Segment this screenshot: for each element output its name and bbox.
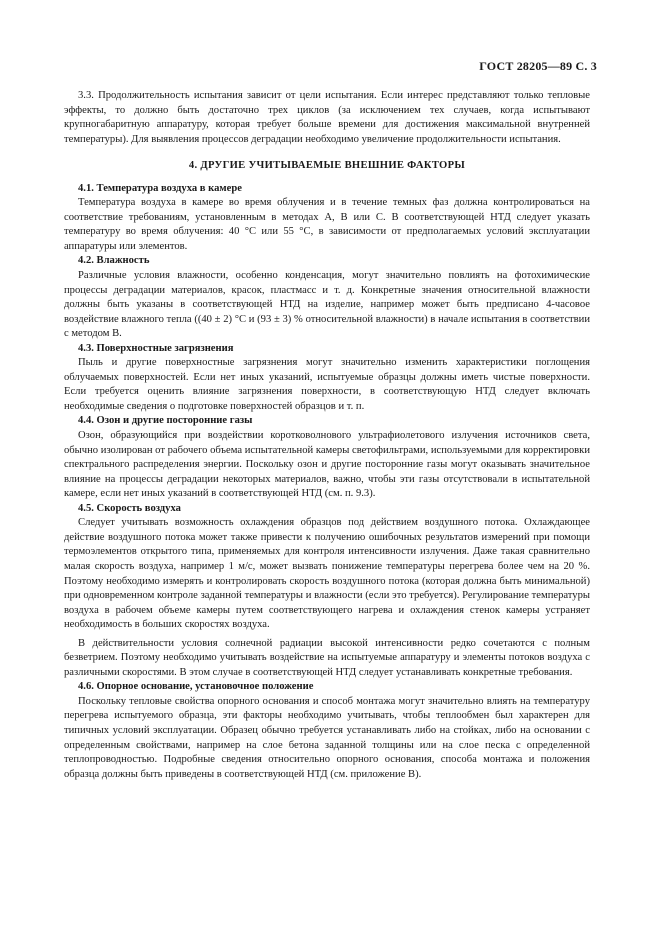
subsection-4-6-title: 4.6. Опорное основание, установочное положение	[78, 681, 314, 693]
paragraph-3-3: 3.3. Продолжительность испытания зависит от цели испытания. Если интерес представляют только тепловые эффекты, то должно быть достаточно трех циклов (за исключением тех случаев, когда испытывают крупногабаритную аппаратуру, которая требует больше времени для достижения максимальной внутренней температуры). Для выявления процессов деградации необходимо увеличение продолжительности испытания.	[64, 90, 590, 145]
paragraph-4-1: Температура воздуха в камере во время облучения и в течение темных фаз должна контролироваться на соответствие требованиям, установленным в методах А, В или С. В соответствующей НТД следует указать температуру во время облучения: 40 °С или 55 °С, в зависимости от предполагаемых условий эксплуатации аппаратуры или элементов.	[64, 197, 590, 252]
paragraph-4-5-a: Следует учитывать возможность охлаждения образцов под действием воздушного потока. Охлаждающее действие воздушного потока может также привести к получению ошибочных результатов измерений при помощи термоэлементов открытого типа, применяемых для контроля интенсивности излучения. Даже такая сравнительно малая скорость воздуха, например 1 м/с, может вызвать понижение температуры перегрева более чем на 20 %. Поэтому необходимо измерять и контролировать скорость воздушного потока (которая должна быть минимальной) при одновременном контроле заданной температуры и влажности (если это требуется). Регулирование температуры воздуха в рабочем объеме камеры путем соответствующего нагрева и охлаждения стенок камеры устраняет необходимость в больших скоростях воздуха.	[64, 517, 590, 631]
paragraph-4-3: Пыль и другие поверхностные загрязнения могут значительно изменить характеристики поглощения облучаемых поверхностей. Если нет иных указаний, испытуемые образцы должны иметь чистые поверхности. Если требуется оценить влияние загрязнения поверхности, в соответствующую НТД следует включать необходимые сведения о подготовке поверхностей образцов и т. п.	[64, 357, 590, 412]
paragraph-4-4: Озон, образующийся при воздействии коротковолнового ультрафиолетового излучения источников света, обычно изолирован от рабочего объема испытательной камеры светофильтрами, используемыми для корректировки спектрального распределения энергии. Поскольку озон и другие посторонние газы могут оказывать значительное влияние на процессы деградации некоторых материалов, важно, чтобы эти газы отсутствовали в испытательной камере, если нет иных указаний в соответствующей НТД (см. п. 9.3).	[64, 430, 590, 500]
subsection-4-3-title: 4.3. Поверхностные загрязнения	[78, 342, 234, 354]
paragraph-4-6: Поскольку тепловые свойства опорного основания и способ монтажа могут значительно влиять на температуру перегрева испытуемого образца, эти факторы необходимо учитывать, чтобы теплообмен был характерен для типичных условий эксплуатации. Образец обычно требуется устанавливать либо на стойках, либо на основании с определенным свойствами, например на слое бетона заданной толщины или на слое песка с определенной теплопроводностью. Подробные сведения относительно опорного основания, способа монтажа и положения образца должны быть приведены в соответствующей НТД (см. приложение В).	[64, 695, 590, 780]
paragraph-4-2: Различные условия влажности, особенно конденсация, могут значительно повлиять на фотохимические процессы деградации материалов, красок, пластмасс и т. д. Конкретные значения относительной влажности должны быть указаны в соответствующей НТД на изделие, например может быть предписано 4-часовое воздействие влажного тепла ((40 ± 2) °С и (93 ± 3) % относительной влажности) в начале испытания в соответствии с методом В.	[64, 270, 590, 340]
subsection-4-2-title: 4.2. Влажность	[78, 255, 150, 267]
subsection-4-1-title: 4.1. Температура воздуха в камере	[78, 182, 242, 194]
document-body	[64, 89, 590, 782]
subsection-4-4-title: 4.4. Озон и другие посторонние газы	[78, 415, 253, 427]
paragraph-4-5-b: В действительности условия солнечной радиации высокой интенсивности редко сочетаются с полным безветрием. Поэтому необходимо учитывать воздействие на испытуемые аппаратуру и элементы потоков воздуха с различными скоростями. В этом случае в соответствующей НТД следует устанавливать конкретные требования.	[64, 637, 590, 678]
page-header-code: ГОСТ 28205—89 С. 3	[479, 59, 597, 73]
subsection-4-5-title: 4.5. Скорость воздуха	[78, 502, 181, 514]
section-4-title: 4. ДРУГИЕ УЧИТЫВАЕМЫЕ ВНЕШНИЕ ФАКТОРЫ	[188, 160, 466, 172]
